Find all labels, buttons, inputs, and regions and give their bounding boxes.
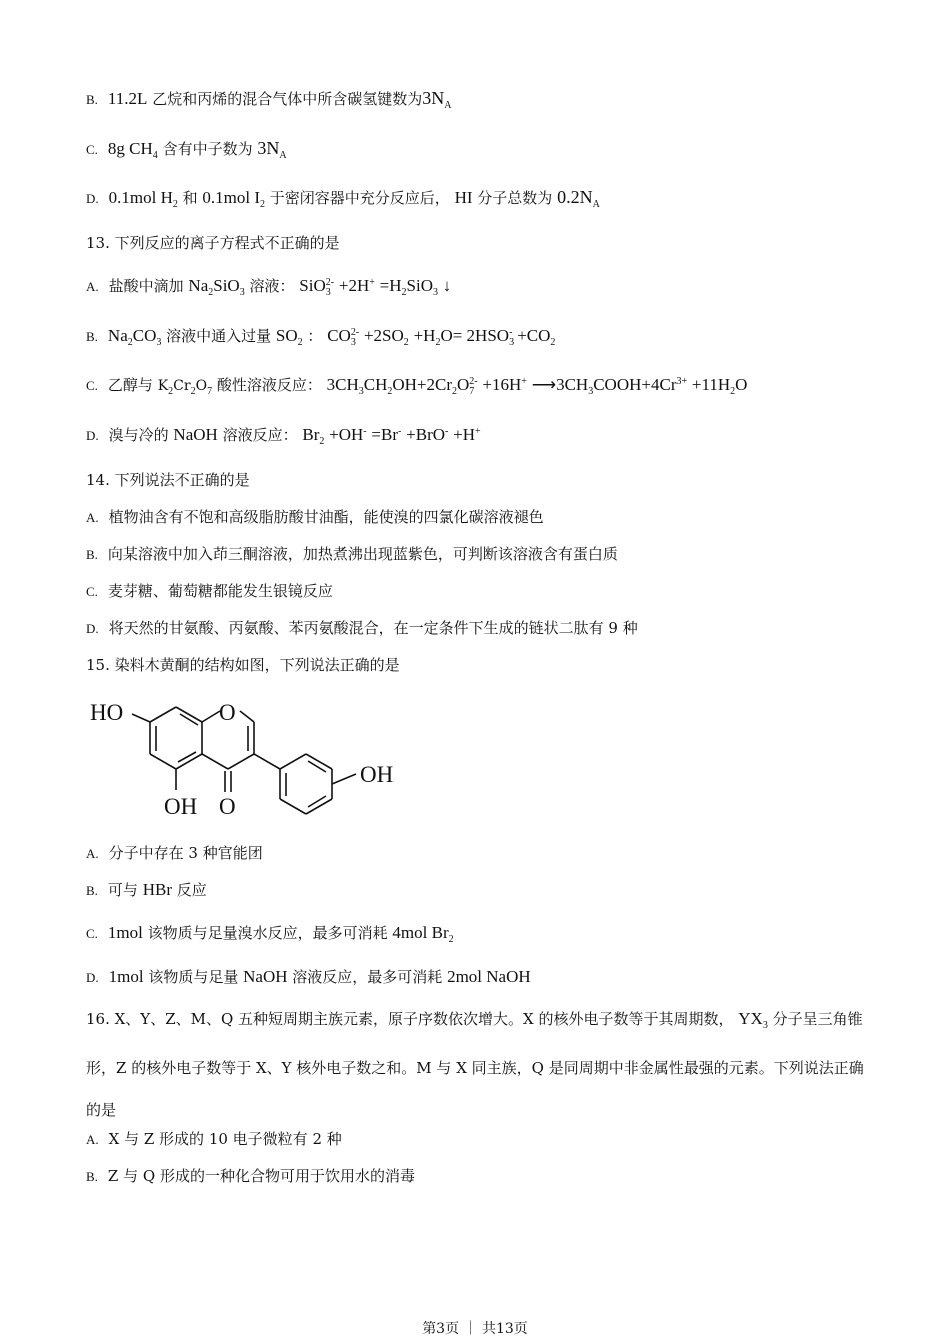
- option-label: A.: [86, 279, 99, 294]
- option-text: 向某溶液中加入茚三酮溶液，加热煮沸出现蓝紫色，可判断该溶液含有蛋白质: [107, 545, 618, 563]
- q16-option-b: [86, 1165, 415, 1186]
- option-label: C.: [86, 142, 98, 157]
- q14-option-a: [86, 506, 544, 527]
- option-text: 麦芽糖、葡萄糖都能发生银镜反应: [107, 582, 333, 600]
- q13-option-b: B. $Na_2CO_3$ 溶液中通入过量 $SO_2$ ： $CO_3^{2-} +2SO_2 +H_2O= 2HSO_3^- +CO_2$: [86, 326, 556, 348]
- label-ho-top: HO: [90, 700, 124, 725]
- option-text: 分子中存在 3 种官能团: [108, 844, 263, 862]
- option-text: Z 与 Q 形成的一种化合物可用于饮用水的消毒: [107, 1167, 415, 1185]
- q13-option-d: D. 溴与冷的 NaOH 溶液反应： $Br_2 +OH^- =Br^- +BrO^- +H^+$: [86, 425, 481, 447]
- q15-option-a: [86, 842, 263, 863]
- q15-stem: 15. 染料木黄酮的结构如图，下列说法正确的是: [86, 656, 400, 674]
- q12-option-c: C. 8g $CH_4$ 含有中子数为 $3N_A$: [86, 138, 287, 161]
- option-label: D.: [86, 970, 99, 985]
- label-o-carbonyl: O: [219, 794, 236, 819]
- q13-stem: 13. 下列反应的离子方程式不正确的是: [86, 234, 340, 252]
- option-text: 将天然的甘氨酸、丙氨酸、苯丙氨酸混合，在一定条件下生成的链状二肽有 9 种: [108, 619, 638, 637]
- label-o-ring: O: [219, 700, 236, 725]
- q16-option-a: [86, 1128, 342, 1149]
- option-label: D.: [86, 191, 99, 206]
- genistein-structure: [88, 692, 418, 830]
- option-label: B.: [86, 883, 98, 898]
- option-text: 植物油含有不饱和高级脂肪酸甘油酯，能使溴的四氯化碳溶液褪色: [108, 508, 544, 526]
- label-oh-bottom: OH: [164, 794, 198, 819]
- option-text: X 与 Z 形成的 10 电子微粒有 2 种: [108, 1130, 342, 1148]
- q12-option-b: B. 11.2L 乙烷和丙烯的混合气体中所含碳氢键数为$3N_A$: [86, 88, 452, 111]
- label-oh-right: OH: [360, 762, 394, 787]
- option-label: B.: [86, 1169, 98, 1184]
- page-footer: 第3页 ｜ 共13页: [422, 1321, 528, 1337]
- q14-option-b: [86, 543, 618, 564]
- q15-option-c: C. 1mol 该物质与足量溴水反应，最多可消耗 4mol $Br_2$: [86, 923, 454, 945]
- option-label: B.: [86, 329, 98, 344]
- option-label: C.: [86, 378, 98, 393]
- option-label: B.: [86, 92, 98, 107]
- q14-option-d: [86, 617, 638, 638]
- option-label: C.: [86, 926, 98, 941]
- q12-option-d: D. 0.1mol $H_2$ 和 0.1mol $I_2$ 于密闭容器中充分反应后， HI 分子总数为 $0.2N_A$: [86, 187, 600, 210]
- q13-option-a: A. 盐酸中滴加 $Na_2SiO_3$ 溶液： $SiO_3^{2-} +2H^+ =H_2SiO_3$ ↓: [86, 276, 452, 298]
- option-label: D.: [86, 428, 99, 443]
- option-label: A.: [86, 510, 99, 525]
- option-label: C.: [86, 584, 98, 599]
- q13-option-c: C. 乙醇与 $K_2Cr_2O_7$ 酸性溶液反应： $3CH_3CH_2OH+2Cr_2O_7^{2-} +16H^+$ $⟶3CH_3COOH+4Cr^{3+} +11H_2O$: [86, 375, 748, 397]
- q14-option-c: [86, 580, 333, 601]
- q15-option-b: B. 可与 HBr 反应: [86, 880, 207, 899]
- q16-stem: 16. X、Y、Z、M、Q 五种短周期主族元素，原子序数依次增大。X 的核外电子数等于其周期数， $YX_3$ 分子呈三角锥形，Z 的核外电子数等于 X、Y 核外电子数之和。M 与 X 同主族，Q 是同周期中非金属性最强的元素。下列说法正确的是: [86, 1009, 864, 1119]
- option-label: A.: [86, 846, 99, 861]
- option-label: D.: [86, 621, 99, 636]
- q15-option-d: D. 1mol 该物质与足量 NaOH 溶液反应，最多可消耗 2mol NaOH: [86, 967, 531, 986]
- q14-stem: 14. 下列说法不正确的是: [86, 471, 250, 489]
- option-label: A.: [86, 1132, 99, 1147]
- option-label: B.: [86, 547, 98, 562]
